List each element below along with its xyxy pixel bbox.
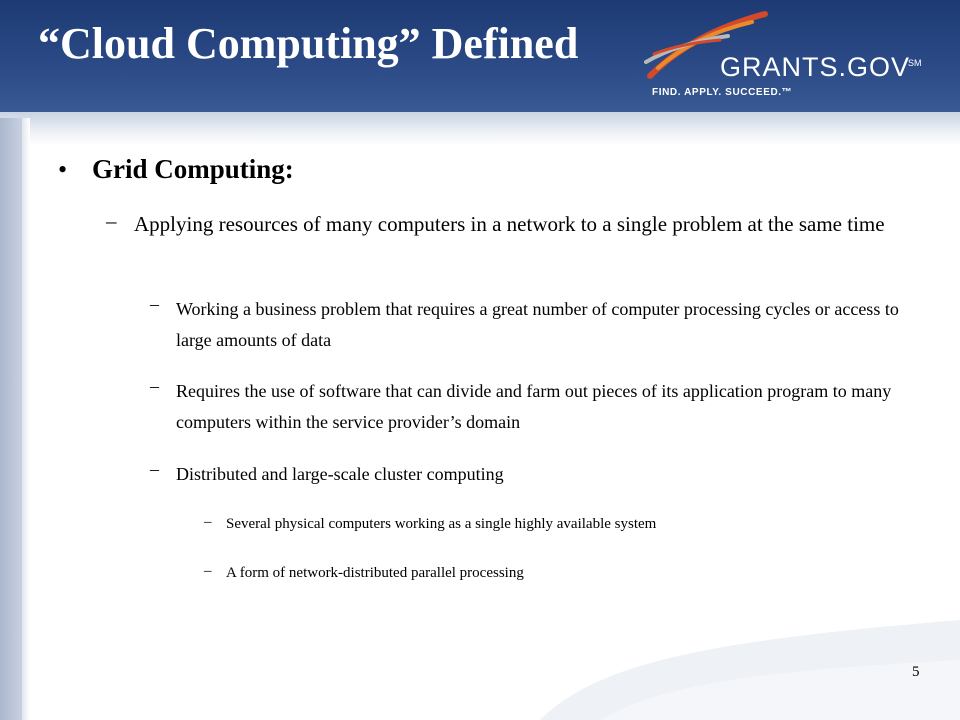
dash-icon: – [150, 294, 159, 314]
logo-wordmark: GRANTS.GOV [720, 52, 911, 82]
logo-service-mark: SM [908, 58, 922, 68]
detail-parallel-processing: A form of network-distributed parallel processing [226, 565, 524, 581]
dash-icon: – [150, 376, 159, 396]
dash-icon: – [150, 459, 159, 479]
detail-business-problem: Working a business problem that requires a great number of computer processing cycles or access to large amounts of data [176, 299, 899, 350]
detail-cluster-computing: Distributed and large-scale cluster computing [176, 464, 504, 484]
slide-title: “Cloud Computing” Defined [38, 19, 579, 68]
detail-physical-computers: Several physical computers working as a single highly available system [226, 516, 657, 532]
dash-icon: – [204, 563, 212, 579]
subpoint-applying-resources: Applying resources of many computers in a network to a single problem at the same time [134, 212, 885, 236]
logo-tagline: FIND. APPLY. SUCCEED.™ [652, 87, 793, 98]
dash-icon: – [204, 514, 212, 530]
bullet-icon: • [58, 155, 68, 184]
detail-software-division: Requires the use of software that can divide and farm out pieces of its application program to many computers within the service provider’s domain [176, 381, 892, 432]
dash-icon: – [106, 209, 117, 233]
page-number: 5 [912, 664, 920, 680]
heading-grid-computing: Grid Computing: [92, 154, 294, 184]
